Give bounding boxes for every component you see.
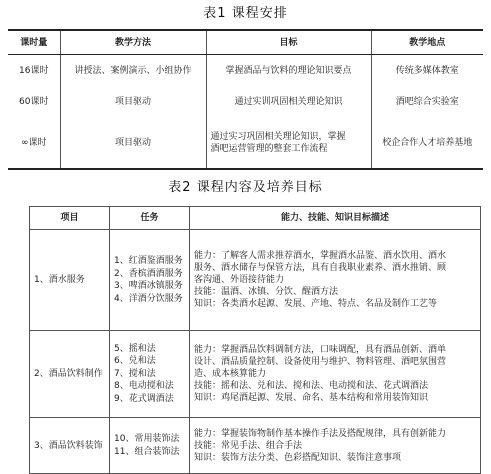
table1-cell: 校企合作人才培养基地 — [371, 118, 483, 169]
table1-header-goal: 目标 — [206, 30, 371, 55]
text-line: 技能：温酒、冰镇、分饮、醒酒方法 — [194, 287, 339, 297]
text-line: 客沟通、外语接待能力 — [194, 275, 285, 285]
table1-header-row — [8, 30, 483, 55]
table1-cell: 酒吧综合实验室 — [371, 86, 483, 118]
text-line: 能力：掌握装饰物制作基本操作手法及搭配规律，具有创新能力 — [194, 428, 447, 439]
task-item: 11、组合装饰法 — [114, 446, 180, 457]
course-content-table — [29, 206, 481, 474]
table1-cell: 掌握酒品与饮料的理论知识要点 — [206, 55, 371, 87]
text-line: 通过实习巩固相关理论知识，掌握 — [210, 132, 346, 142]
table2-header-row — [30, 207, 481, 230]
task-item: 9、花式调酒法 — [114, 393, 174, 404]
table1-cell: 60课时 — [19, 97, 49, 107]
task-item: 1、红酒鉴酒服务 — [114, 256, 183, 266]
table1-cell: 项目驱动 — [60, 118, 206, 169]
table2-header-task: 任务 — [110, 207, 190, 230]
text-line: 酒吧运营管理的整套工作流程 — [210, 144, 328, 154]
course-schedule-table — [8, 29, 483, 170]
task-item: 3、啤酒冰镇服务 — [114, 281, 183, 291]
table-row — [30, 418, 481, 474]
task-item: 5、摇和法 — [114, 343, 156, 354]
table1-header-hours: 课时量 — [8, 30, 60, 55]
table1-cell: ∞课时 — [8, 118, 60, 169]
task-item: 4、洋酒分饮服务 — [114, 293, 183, 304]
task-item: 2、香槟酒酒服务 — [114, 268, 183, 279]
project-cell: 2、酒品饮料制作 — [30, 331, 110, 418]
text-line: 能力：了解客人需求推荐酒水，掌握酒水品鉴、酒水饮用、酒水 — [194, 251, 447, 261]
text-line: 技能：常见手法、组合手法 — [194, 440, 303, 451]
table1-caption: 表1 课程安排 — [203, 6, 288, 21]
table-row — [8, 55, 483, 87]
table1-cell: 传统多媒体教室 — [371, 55, 483, 87]
table1-cell: 项目驱动 — [60, 86, 206, 118]
task-item: 6、兑和法 — [114, 356, 156, 367]
text-line: 服务、酒水储存与保管方法，具有自我职业素养、酒水推销、顾 — [194, 263, 447, 273]
table1-cell-goal — [206, 118, 371, 169]
task-item: 10、常用装饰法 — [114, 434, 180, 444]
table1-cell: 讲授法、案例演示、小组协作 — [60, 55, 206, 87]
task-item: 8、电动搅和法 — [114, 381, 174, 392]
table-row — [8, 118, 483, 169]
table2-caption: 表2 课程内容及培养目标 — [168, 180, 323, 195]
text-line: 造、成本核算能力 — [194, 369, 267, 379]
table1-cell: 通过实训巩固相关理论知识 — [206, 86, 371, 118]
description-cell — [190, 418, 481, 474]
table1-header-method: 教学方法 — [60, 30, 206, 55]
text-line: 知识：各类酒水起源、发展、产地、特点、名品及制作工艺等 — [194, 299, 438, 309]
table-row — [30, 230, 481, 331]
table1-cell: 16课时 — [19, 65, 49, 76]
task-item: 7、搅和法 — [114, 368, 156, 379]
task-cell — [110, 230, 190, 331]
description-cell — [190, 331, 481, 418]
task-cell — [110, 418, 190, 474]
task-cell — [110, 331, 190, 418]
table2-header-description: 能力、技能、知识目标描述 — [190, 207, 481, 230]
table1-header-location: 教学地点 — [371, 30, 483, 55]
table-row — [30, 331, 481, 418]
text-line: 设计、酒品质量控制、设备使用与维护、物料管理、酒吧氛围营 — [194, 357, 447, 367]
project-cell: 1、酒水服务 — [30, 230, 110, 331]
text-line: 能力：掌握酒品饮料调制方法，口味调配，具有酒品创新、酒单 — [194, 345, 447, 355]
description-cell — [190, 230, 481, 331]
text-line: 知识：鸡尾酒起源、发展、命名、基本结构和常用装饰知识 — [194, 393, 429, 403]
table-row — [8, 86, 483, 118]
text-line: 技能：摇和法、兑和法、搅和法、电动搅和法、花式调酒法 — [194, 381, 429, 391]
text-line: 知识：装饰方法分类、色彩搭配知识、装饰注意事项 — [194, 452, 402, 463]
project-cell: 3、酒品饮料装饰 — [30, 418, 110, 474]
table2-header-project: 项目 — [30, 207, 110, 230]
